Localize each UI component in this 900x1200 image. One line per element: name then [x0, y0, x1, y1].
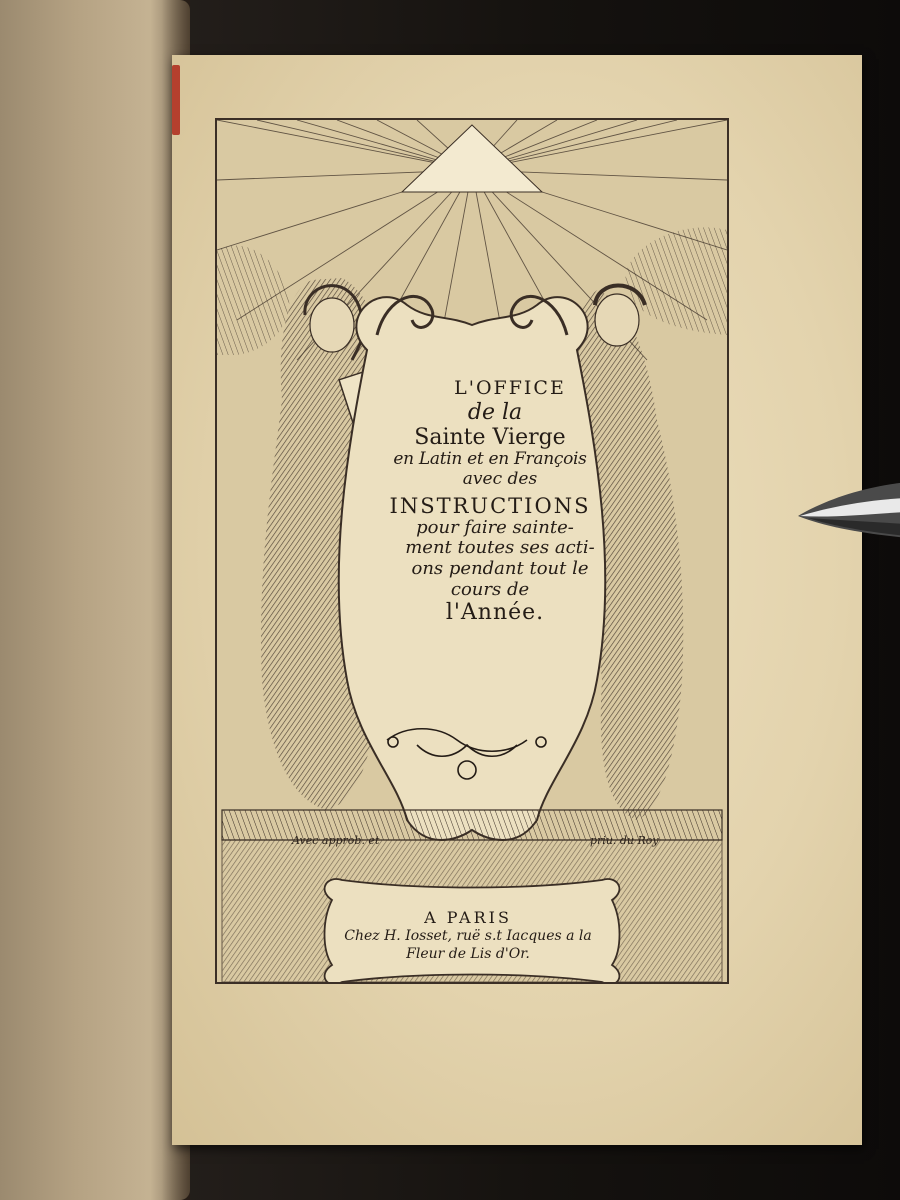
title-line-instructions: INSTRUCTIONS — [389, 493, 591, 518]
title-line-office: L'OFFICE — [454, 377, 566, 399]
privilege-right: priu. du Roy — [590, 834, 659, 847]
title-line-9: ons pendant tout le — [411, 558, 589, 580]
imprint-block — [333, 908, 603, 963]
title-line-sainte-vierge: Sainte Vierge — [414, 425, 566, 451]
title-line-annee: l'Année. — [445, 600, 545, 626]
privilege-left: Avec approb. et — [292, 834, 380, 847]
title-line-de-la: de la — [467, 399, 523, 425]
title-block — [340, 378, 640, 626]
imprint-line-2: Fleur de Lis d'Or. — [406, 946, 530, 963]
title-line-languages: en Latin et en François — [393, 449, 587, 470]
title-line-10: cours de — [450, 578, 530, 600]
imprint-line-1: Chez H. Iosset, ruë s.t Iacques a la — [344, 928, 592, 944]
cloud-left — [217, 246, 289, 355]
title-line-avec-des: avec des — [462, 468, 538, 489]
title-line-7: pour faire sainte- — [416, 516, 574, 538]
red-edge-mark — [172, 65, 180, 135]
page-holder-blade — [798, 478, 900, 548]
imprint-city: A PARIS — [424, 908, 512, 927]
title-line-8: ment toutes ses acti- — [405, 537, 595, 559]
cloud-right — [625, 227, 727, 335]
